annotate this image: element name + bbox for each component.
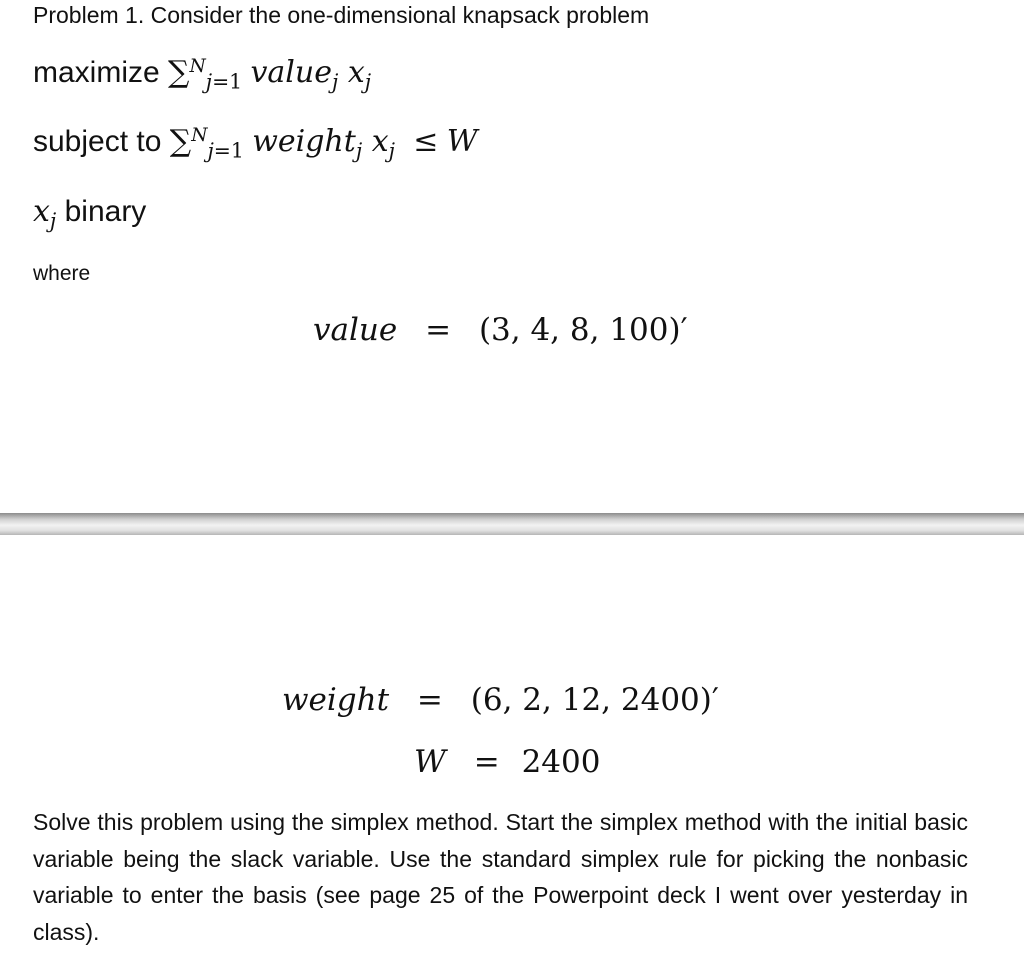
weight-equation: [282, 682, 719, 718]
binary-line: [33, 194, 146, 233]
equals-sign-3: =: [473, 744, 500, 780]
summation-symbol-2: ∑$^N_{j=1}$: [169, 124, 244, 163]
weight-lhs: weight: [282, 682, 390, 718]
subject-to-label: subject to: [33, 125, 162, 158]
weight-term: weight$_j$ $x_j$: [252, 124, 395, 163]
constraint-line: [33, 124, 478, 163]
problem-title: Problem 1. Consider the one-dimensional knapsack problem: [33, 2, 650, 28]
value-rhs: (3, 4, 8, 100)′: [478, 312, 688, 348]
equals-sign-2: =: [416, 682, 443, 718]
value-term: value$_j$ $x_j$: [250, 55, 372, 94]
x-variable: $x_j$: [33, 194, 57, 233]
value-lhs: value: [313, 312, 398, 348]
instructions-paragraph: Solve this problem using the simplex method. Start the simplex method with the initial basic variable being the slack variable. Use the standard simplex rule for picking the nonbasic variable to enter the basis (see page 25 of the Powerpoint deck I went over yesterday in class).: [33, 809, 968, 945]
capacity-symbol: W: [446, 124, 478, 159]
objective-line: [33, 55, 371, 94]
capacity-rhs: 2400: [521, 744, 601, 780]
where-label: where: [33, 262, 91, 285]
page-divider: [0, 513, 1024, 535]
summation-symbol: ∑$^N_{j=1}$: [168, 55, 243, 94]
capacity-equation: [414, 744, 600, 780]
maximize-label: maximize: [33, 56, 160, 89]
value-equation: [313, 312, 688, 348]
weight-rhs: (6, 2, 12, 2400)′: [470, 682, 719, 718]
equals-sign: =: [425, 312, 452, 348]
capacity-lhs: W: [414, 744, 446, 780]
binary-label: binary: [64, 195, 147, 228]
leq-symbol: ≤: [413, 124, 439, 159]
